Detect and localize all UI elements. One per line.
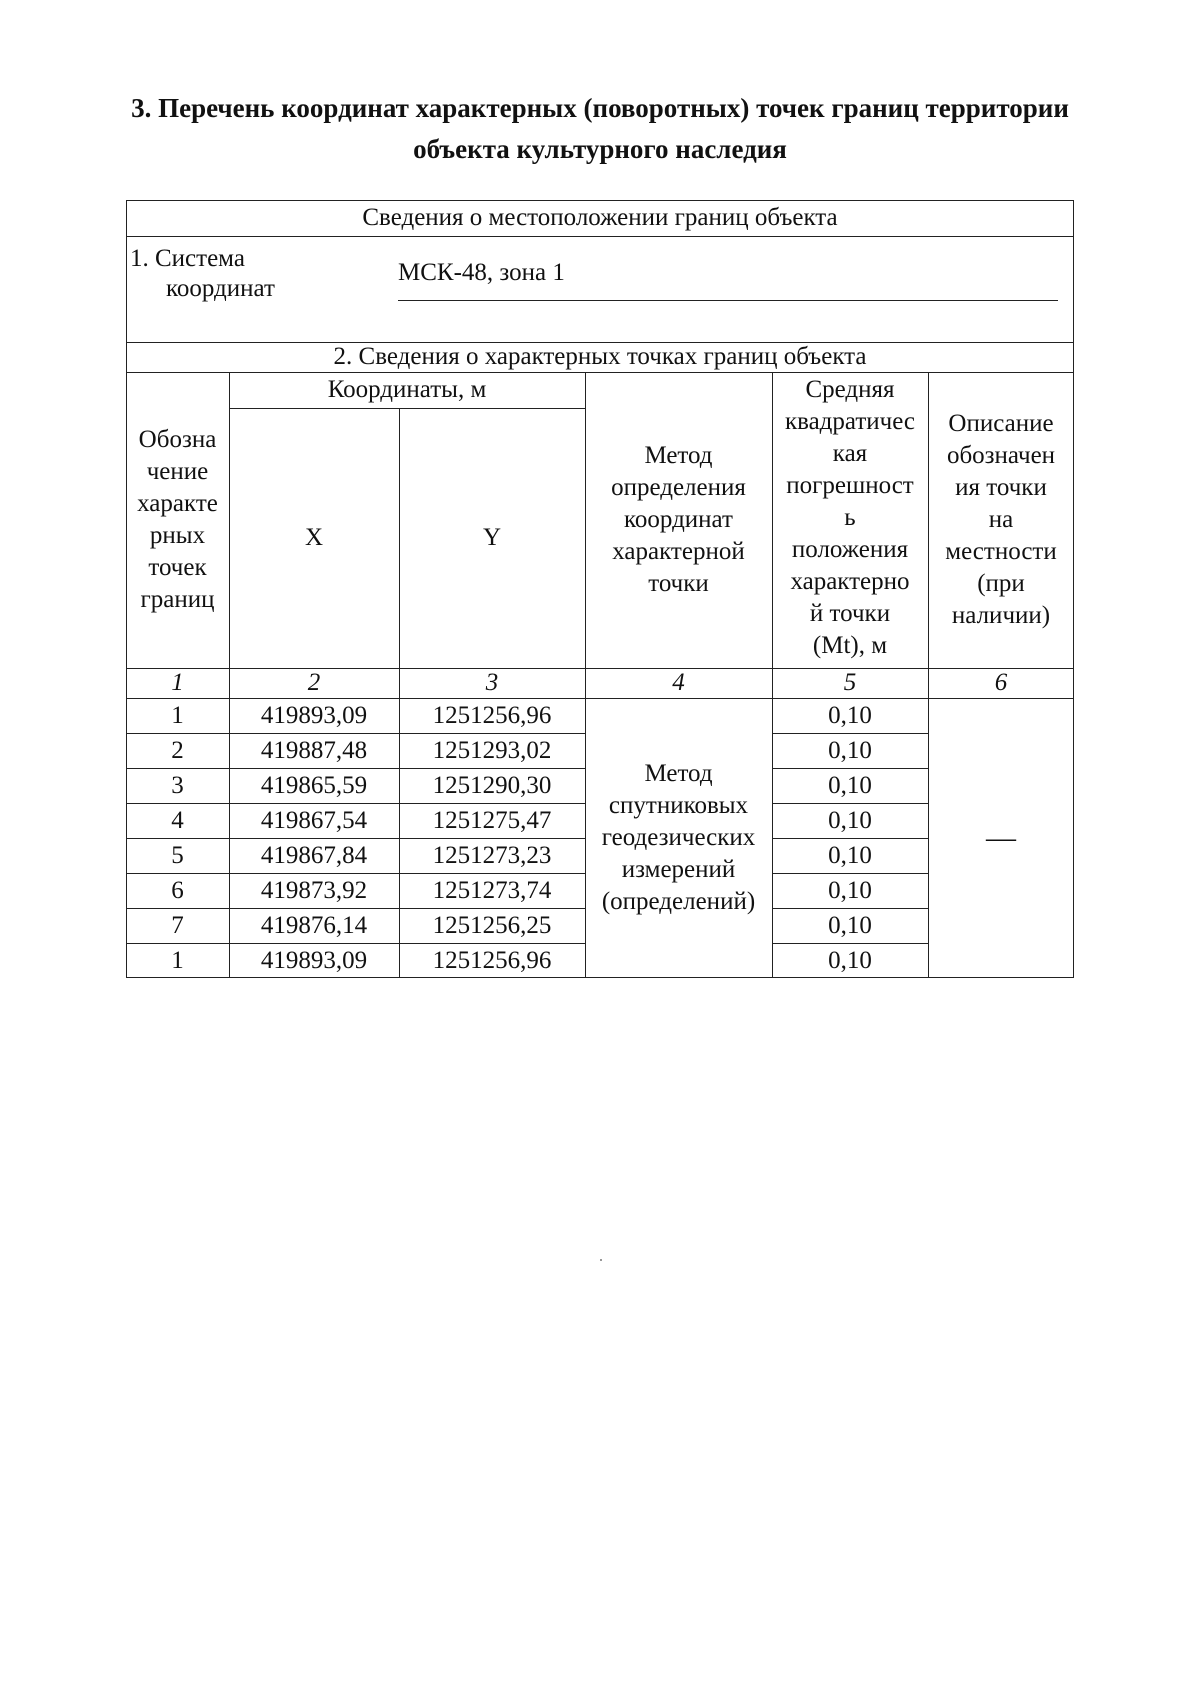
header-description-line: ия точки — [955, 474, 1047, 501]
description-cell: — — [986, 821, 1016, 854]
row-divider — [126, 768, 585, 769]
section1-title: Сведения о местоположении границ объекта — [362, 204, 838, 231]
cell-x: 419867,54 — [260, 806, 368, 834]
row-divider — [772, 873, 928, 874]
method-cell — [585, 698, 772, 978]
cell-point: 6 — [171, 876, 184, 904]
row-divider — [126, 873, 585, 874]
header-description-line: на — [988, 506, 1014, 533]
column-number: 2 — [307, 669, 321, 696]
header-mean-error-line: квадратичес — [784, 408, 916, 435]
cell-point: 1 — [171, 701, 184, 729]
header-method-line: точки — [648, 570, 709, 597]
header-description-line: наличии) — [951, 602, 1051, 629]
cell-y: 1251256,25 — [432, 911, 552, 939]
coord-system-value: МСК-48, зона 1 — [398, 259, 565, 286]
header-x: X — [304, 524, 324, 551]
column-number: 6 — [994, 669, 1008, 696]
header-mean-error-line: характерно — [790, 568, 910, 595]
column-number: 5 — [843, 669, 857, 696]
cell-y: 1251293,02 — [432, 736, 552, 764]
cell-x: 419873,92 — [260, 876, 368, 904]
row-divider — [772, 768, 928, 769]
cell-x: 419887,48 — [260, 736, 368, 764]
cell-y: 1251273,74 — [432, 876, 552, 904]
scan-speck — [600, 1259, 602, 1261]
header-mean-error-line: Средняя — [805, 376, 895, 403]
cell-mt: 0,10 — [828, 841, 872, 869]
coord-system-underline — [398, 300, 1058, 301]
header-mean-error-line: кая — [832, 440, 868, 467]
column-number: 4 — [672, 669, 685, 696]
header-point-designation-line: точек — [148, 554, 207, 581]
cell-x: 419867,84 — [260, 841, 368, 869]
section2-title: 2. Сведения о характерных точках границ объекта — [333, 343, 867, 370]
cell-point: 3 — [171, 771, 184, 799]
header-point-designation-line: границ — [140, 586, 215, 613]
cell-mt: 0,10 — [828, 701, 872, 729]
row-divider — [772, 803, 928, 804]
cell-mt: 0,10 — [828, 806, 872, 834]
header-mean-error — [772, 374, 928, 668]
cell-point: 2 — [171, 736, 184, 764]
row-divider — [772, 733, 928, 734]
heading-line-1: 3. Перечень координат характерных (поворотных) точек границ территории — [131, 93, 1069, 123]
document-heading — [0, 88, 1200, 170]
row-divider — [126, 838, 585, 839]
cell-x: 419876,14 — [260, 911, 368, 939]
header-point-designation — [126, 372, 229, 668]
cell-y: 1251256,96 — [432, 701, 552, 729]
row-divider — [126, 733, 585, 734]
coord-system-label-line1: 1. Система — [130, 245, 245, 272]
heading-line-2: объекта культурного наследия — [413, 134, 787, 164]
header-point-designation-line: рных — [149, 522, 206, 549]
cell-y: 1251290,30 — [432, 771, 552, 799]
cell-x: 419865,59 — [260, 771, 368, 799]
cell-mt: 0,10 — [828, 771, 872, 799]
cell-mt: 0,10 — [828, 736, 872, 764]
header-mean-error-line: ь — [844, 504, 856, 531]
row-divider — [126, 803, 585, 804]
coord-system-label — [130, 244, 275, 304]
header-mean-error-line: погрешност — [786, 472, 914, 499]
header-mean-error-line: положения — [791, 536, 909, 563]
row-divider — [126, 908, 585, 909]
row-divider — [772, 838, 928, 839]
header-description-line: Описание — [948, 410, 1054, 437]
header-method — [585, 372, 772, 668]
method-cell-line: геодезических — [601, 824, 756, 851]
header-description — [928, 372, 1074, 668]
cell-y: 1251275,47 — [432, 806, 552, 834]
cell-point: 4 — [171, 806, 184, 834]
cell-y: 1251256,96 — [432, 946, 552, 974]
cell-y: 1251273,23 — [432, 841, 552, 869]
header-method-line: Метод — [644, 442, 713, 469]
cell-mt: 0,10 — [828, 911, 872, 939]
coordinates-table — [126, 200, 1074, 978]
header-point-designation-line: характе — [137, 490, 218, 517]
header-method-line: характерной — [612, 538, 745, 565]
header-coordinates-group: Координаты, м — [327, 376, 487, 403]
header-description-line: (при — [977, 570, 1025, 597]
cell-point: 5 — [171, 841, 184, 869]
table-rule — [126, 236, 1074, 237]
cell-point: 1 — [171, 946, 184, 974]
row-divider — [126, 943, 585, 944]
method-cell-line: Метод — [644, 760, 713, 787]
method-cell-line: спутниковых — [608, 792, 749, 819]
header-point-designation-line: Обозна — [138, 426, 217, 453]
header-mean-error-line: й точки — [809, 600, 891, 627]
method-cell-line: измерений — [621, 856, 736, 883]
header-method-line: координат — [624, 506, 733, 533]
header-mean-error-line: (Mt), м — [812, 632, 888, 659]
cell-x: 419893,09 — [260, 701, 368, 729]
column-number: 3 — [485, 669, 499, 696]
method-cell-line: (определений) — [601, 888, 756, 915]
cell-mt: 0,10 — [828, 946, 872, 974]
row-divider — [772, 943, 928, 944]
header-method-line: определения — [611, 474, 746, 501]
row-divider — [772, 908, 928, 909]
header-point-designation-line: чение — [146, 458, 209, 485]
header-description-line: обозначен — [946, 442, 1056, 469]
cell-mt: 0,10 — [828, 876, 872, 904]
cell-x: 419893,09 — [260, 946, 368, 974]
header-description-line: местности — [945, 538, 1057, 565]
coord-system-label-line2: координат — [166, 275, 275, 302]
header-y: Y — [482, 524, 502, 551]
column-number: 1 — [171, 669, 184, 696]
cell-point: 7 — [171, 911, 184, 939]
